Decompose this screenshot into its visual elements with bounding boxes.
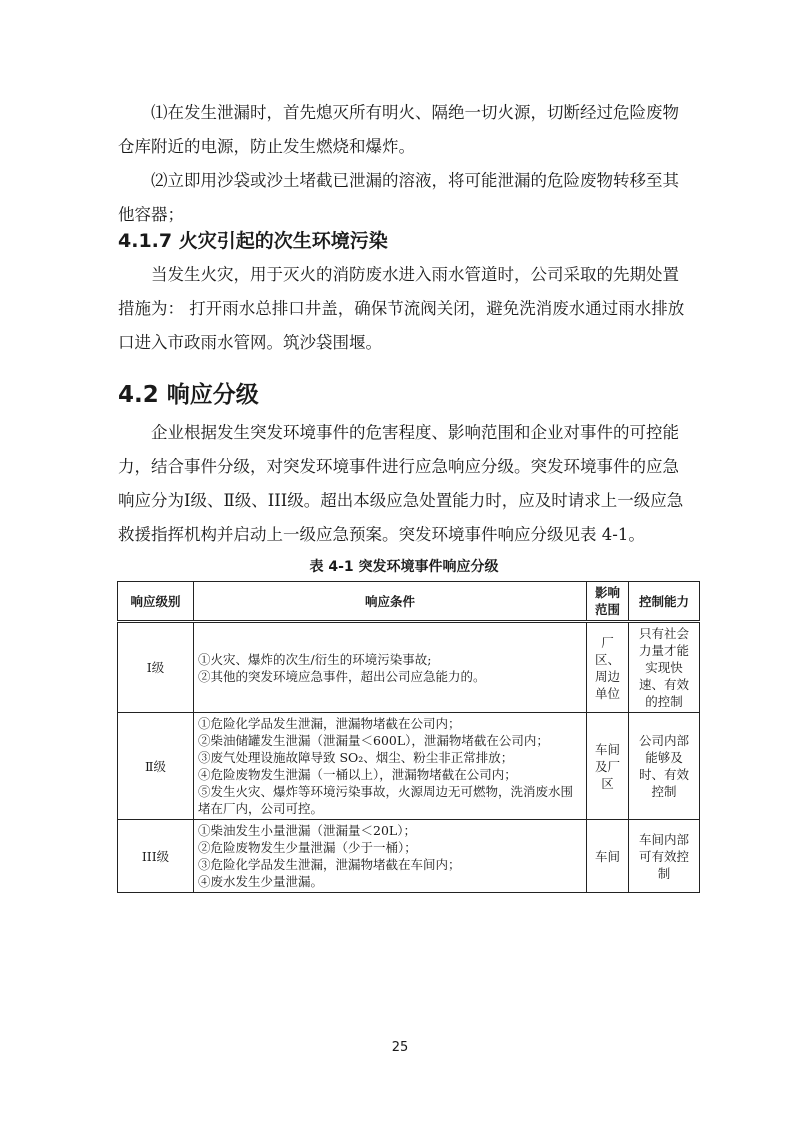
condition-line: ④危险废物发生泄漏（一桶以上），泄漏物堵截在公司内； — [198, 767, 517, 782]
cell-level: Ⅰ级 — [118, 622, 194, 713]
header-scope: 影响范围 — [587, 582, 629, 622]
condition-line: ④废水发生少量泄漏。 — [198, 874, 324, 889]
cell-control: 车间内部可有效控制 — [629, 820, 700, 893]
cell-conditions — [194, 622, 587, 713]
header-level: 响应级别 — [118, 582, 194, 622]
condition-line: ②柴油储罐发生泄漏（泄漏量＜600L），泄漏物堵截在公司内； — [198, 733, 549, 748]
cell-control: 只有社会力量才能实现快速、有效的控制 — [629, 622, 700, 713]
cell-scope: 车间及厂区 — [587, 713, 629, 820]
table-row — [118, 713, 700, 820]
paragraph-fire-measures: 当发生火灾，用于灭火的消防废水进入雨水管道时，公司采取的先期处置措施为： 打开雨水总排口井盖，确保节流阀关闭，避免洗消废水通过雨水排放口进入市政雨水管网。筑沙袋围堰。 — [118, 265, 685, 352]
cell-level: Ⅱ级 — [118, 713, 194, 820]
header-control: 控制能力 — [629, 582, 700, 622]
cell-control: 公司内部能够及时、有效控制 — [629, 713, 700, 820]
condition-line: ②其他的突发环境应急事件，超出公司应急能力的。 — [198, 668, 486, 684]
condition-line: ②危险废物发生少量泄漏（少于一桶）； — [198, 840, 417, 855]
condition-line: ③危险化学品发生泄漏，泄漏物堵截在车间内； — [198, 857, 461, 872]
cell-scope: 厂区、周边单位 — [587, 622, 629, 713]
response-level-table — [117, 581, 700, 893]
page-number: 25 — [391, 1040, 409, 1055]
cell-level: III级 — [118, 820, 194, 893]
condition-line: ⑤发生火灾、爆炸等环境污染事故，火源周边无可燃物，洗消废水围堵在厂内，公司可控。 — [198, 784, 574, 816]
condition-line: ①柴油发生小量泄漏（泄漏量＜20L）； — [198, 823, 416, 838]
cell-conditions — [194, 820, 587, 893]
heading-4-1-7: 4.1.7 火灾引起的次生环境污染 — [118, 230, 388, 252]
paragraph-sandbag-block: ⑵立即用沙袋或沙土堵截已泄漏的溶液，将可能泄漏的危险废物转移至其他容器； — [118, 171, 679, 224]
paragraph-leak-fire-source: ⑴在发生泄漏时，首先熄灭所有明火、隔绝一切火源，切断经过危险废物仓库附近的电源，防止发生燃烧和爆炸。 — [118, 103, 679, 156]
cell-conditions — [194, 713, 587, 820]
condition-line: ①危险化学品发生泄漏，泄漏物堵截在公司内； — [198, 716, 461, 731]
condition-line: ①火灾、爆炸的次生/衍生的环境污染事故; — [198, 651, 432, 667]
cell-scope: 车间 — [587, 820, 629, 893]
condition-line: ③废气处理设施故障导致 SO₂、烟尘、粉尘非正常排放； — [198, 750, 514, 765]
table-caption: 表 4-1 突发环境事件响应分级 — [309, 559, 499, 575]
header-conditions: 响应条件 — [194, 582, 587, 622]
paragraph-response-grading: 企业根据发生突发环境事件的危害程度、影响范围和企业对事件的可控能力，结合事件分级，对突发环境事件进行应急响应分级。突发环境事件的应急响应分为Ⅰ级、Ⅱ级、III级。超出本级应急处置能力时，应及时请求上一级应急救援指挥机构并启动上一级应急预案。突发环境事件响应分级见表 4-1。 — [118, 423, 684, 544]
table-header-row — [118, 582, 700, 622]
heading-4-2: 4.2 响应分级 — [118, 382, 259, 408]
table-row — [118, 820, 700, 893]
table-row — [118, 622, 700, 713]
